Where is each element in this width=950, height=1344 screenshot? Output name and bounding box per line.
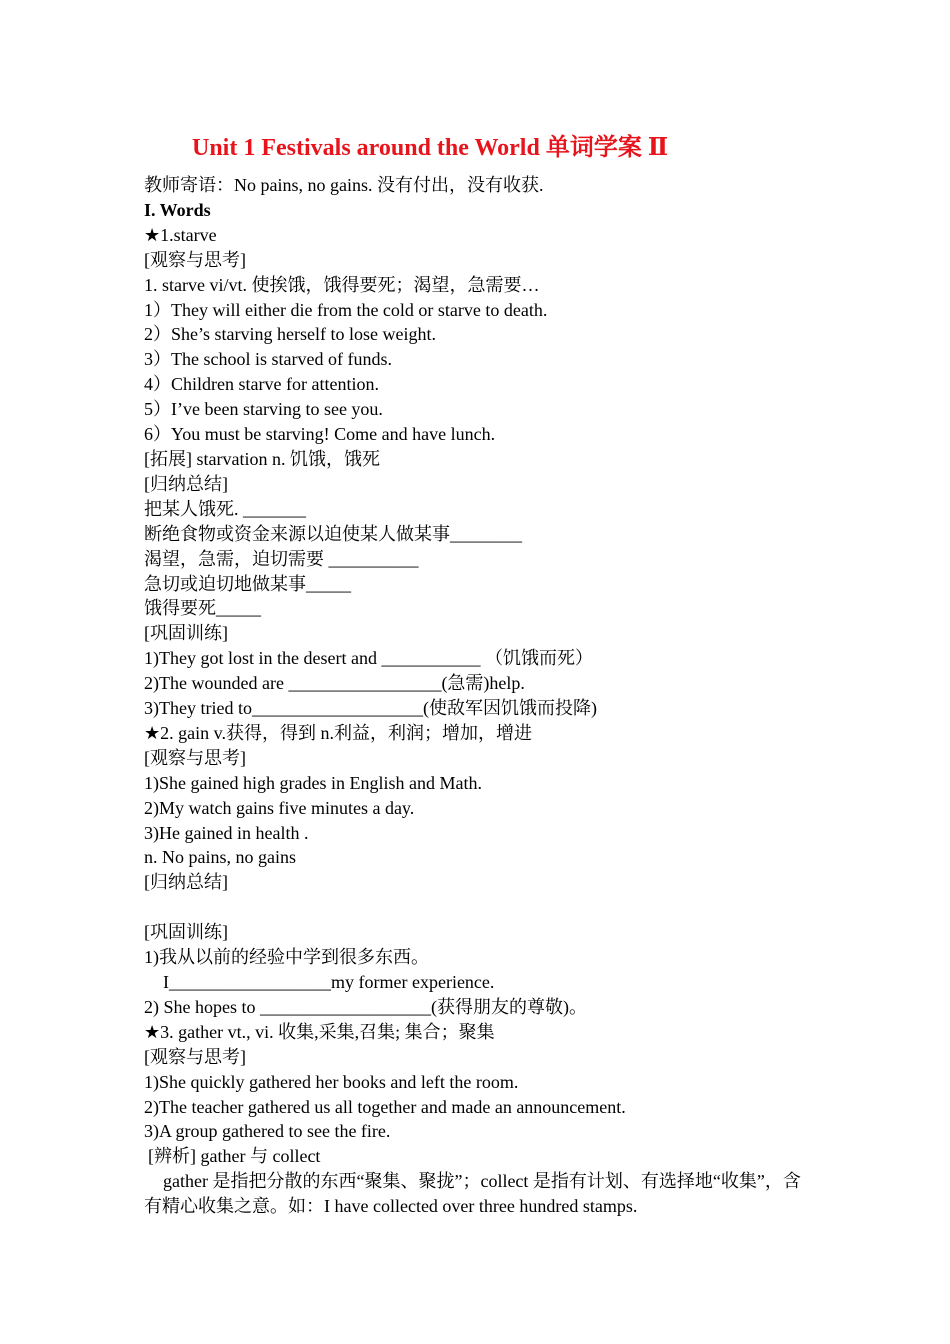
distinguish-paragraph: gather 是指把分散的东西“聚集、聚拢”；collect 是指有计划、有选择地“收集”，含有精心收集之意。如：I have collected over three hundred stamps. (144, 1171, 801, 1217)
word-heading: ★1.starve (144, 224, 217, 245)
teacher-motto: 教师寄语：No pains, no gains. 没有付出，没有收获. (144, 175, 544, 195)
word-heading: ★3. gather vt., vi. 收集,采集,召集; 集合；聚集 (144, 1021, 495, 1042)
example-sentence: 1）They will either die from the cold or starve to death. (144, 299, 548, 320)
example-sentence: 2）She’s starving herself to lose weight. (144, 324, 436, 345)
example-sentence: 2)The teacher gathered us all together and made an announcement. (144, 1096, 626, 1117)
practice-item: 1)我从以前的经验中学到很多东西。 (144, 947, 429, 968)
distinguish-label: [辨析] gather 与 collect (148, 1146, 321, 1167)
observe-label: [观察与思考] (144, 1046, 246, 1067)
example-sentence: n. No pains, no gains (144, 847, 296, 868)
example-sentence: 5）I’ve been starving to see you. (144, 399, 383, 420)
section-heading: I. Words (144, 199, 211, 220)
extend-note: [拓展] starvation n. 饥饿，饿死 (144, 448, 380, 469)
summary-item: 急切或迫切地做某事_____ (144, 573, 351, 594)
blank-line (144, 895, 814, 920)
example-sentence: 1)She quickly gathered her books and left the room. (144, 1071, 519, 1092)
example-sentence: 3）The school is starved of funds. (144, 349, 392, 370)
document-body (144, 173, 814, 1219)
observe-label: [观察与思考] (144, 249, 246, 270)
summary-label: [归纳总结] (144, 872, 228, 893)
practice-item: 2)The wounded are _________________(急需)help. (144, 673, 525, 694)
example-sentence: 3)He gained in health . (144, 822, 309, 843)
example-sentence: 4）Children starve for attention. (144, 374, 379, 395)
example-sentence: 3)A group gathered to see the fire. (144, 1121, 391, 1142)
practice-item: 2) She hopes to ___________________(获得朋友的尊敬)。 (144, 996, 587, 1017)
summary-label: [归纳总结] (144, 473, 228, 494)
example-sentence: 6）You must be starving! Come and have lunch. (144, 424, 496, 445)
example-sentence: 2)My watch gains five minutes a day. (144, 797, 415, 818)
observe-label: [观察与思考] (144, 747, 246, 768)
page-title: Unit 1 Festivals around the World 单词学案 Ⅱ (192, 135, 669, 161)
word-heading: ★2. gain v.获得，得到 n.利益，利润；增加，增进 (144, 722, 532, 743)
summary-item: 饿得要死_____ (144, 598, 261, 619)
practice-label: [巩固训练] (144, 922, 228, 943)
practice-item: 1)They got lost in the desert and ___________ （饥饿而死） (144, 648, 593, 669)
practice-item: 3)They tried to___________________(使敌军因饥饿而投降) (144, 698, 597, 719)
summary-item: 把某人饿死. _______ (144, 498, 306, 519)
word-definition: 1. starve vi/vt. 使挨饿，饿得要死；渴望，急需要… (144, 274, 540, 295)
practice-label: [巩固训练] (144, 623, 228, 644)
summary-item: 渴望，急需，迫切需要 __________ (144, 548, 419, 569)
example-sentence: 1)She gained high grades in English and Math. (144, 772, 482, 793)
practice-blank: I__________________my former experience. (163, 971, 495, 992)
summary-item: 断绝食物或资金来源以迫使某人做某事________ (144, 523, 522, 544)
